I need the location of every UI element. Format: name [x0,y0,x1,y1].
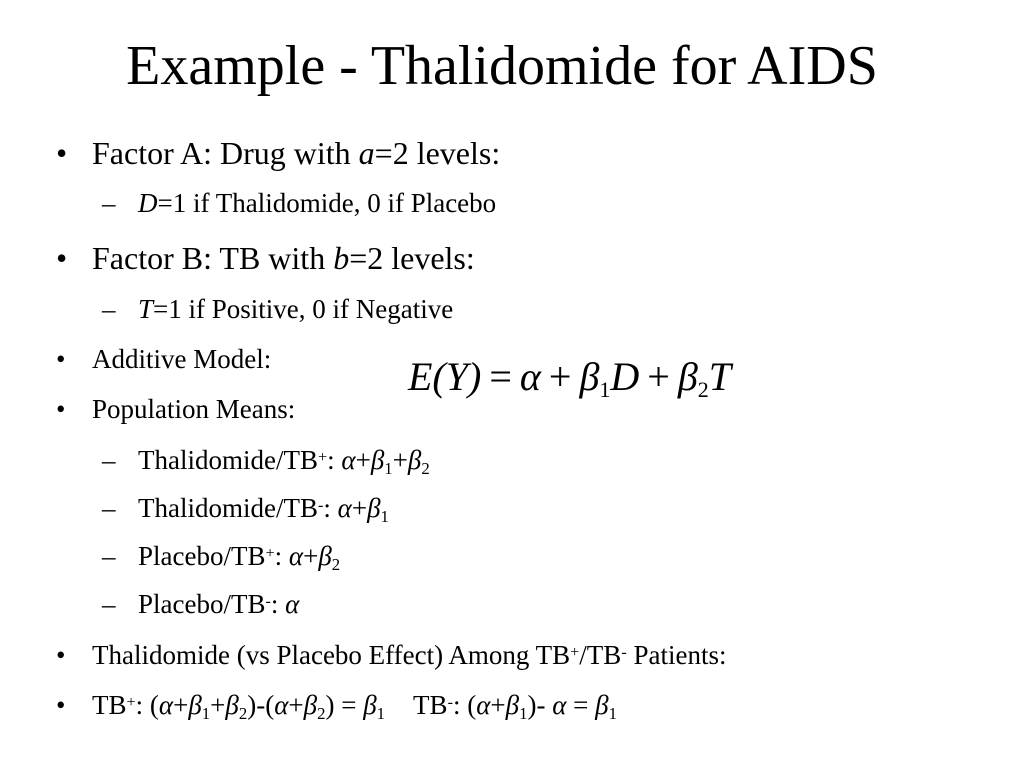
dash: – [102,188,116,218]
beta: β [407,445,422,475]
mean-label: Placebo/TB [138,541,266,571]
eq-sub1: 1 [599,376,611,402]
mean-thal-tb-pos [102,445,430,478]
eq-alpha: α [519,354,541,399]
bullet: • [56,344,66,374]
sub: 1 [608,703,617,723]
paren: ) [325,690,335,720]
alpha: α [158,690,174,720]
bullet: • [56,135,68,171]
mean-plac-tb-neg [102,589,300,619]
mean-thal-tb-neg [102,493,389,526]
effect-suffix: Patients: [626,640,727,670]
paren: ( [467,690,477,720]
factor-a-sub-line [102,188,497,218]
plus: + [303,541,319,571]
eq-beta2: β [677,354,698,399]
colon: : [135,690,144,720]
sub: 1 [201,703,211,723]
factor-a-line [56,135,501,171]
additive-model-line [56,344,272,374]
eq-var-d: D [610,354,640,399]
sub: 1 [384,458,393,478]
alpha: α [285,589,300,619]
colon: : [270,589,279,619]
paren: ) [247,690,257,720]
plus: + [392,445,408,475]
alpha: α [476,690,491,720]
sup: - [317,495,324,514]
minus: - [256,690,266,720]
eq-plus: + [647,354,670,399]
plus: + [210,690,226,720]
factor-b-sub-line [102,294,454,324]
factor-a-prefix: Factor A: Drug with [92,135,359,171]
colon: : [274,541,283,571]
beta: β [188,690,202,720]
beta: β [318,541,332,571]
paren: ( [265,690,275,720]
mean-plac-tb-pos [102,541,341,574]
alpha: α [288,541,304,571]
beta: β [370,445,385,475]
dash: – [102,493,116,523]
sup: + [126,692,136,711]
eq-var-t: T [708,354,731,399]
additive-model-label: Additive Model: [92,344,272,374]
beta: β [505,690,520,720]
factor-b-suffix: =2 levels: [349,240,475,276]
minus: - [536,690,546,720]
factor-a-sub-var: D [138,188,158,218]
population-means-label: Population Means: [92,394,296,424]
factor-b-prefix: Factor B: TB with [92,240,334,276]
factor-b-var: b [333,240,350,276]
tb: TB [92,690,127,720]
beta: β [303,690,318,720]
tb: TB [413,690,448,720]
eq-plus: + [548,354,572,399]
sup: - [265,591,271,610]
sup: + [265,543,275,562]
alpha: α [552,690,567,720]
dash: – [102,589,116,619]
bullet: • [56,394,66,424]
slide-title: Example - Thalidomide for AIDS [126,35,878,97]
mean-label: Thalidomide/TB [138,445,318,475]
plus: + [490,690,506,720]
derivation-line [56,690,617,723]
eq-lhs: E(Y) [408,354,482,399]
sub: 2 [421,458,430,478]
effect-line [56,640,727,670]
colon: : [327,445,335,475]
sub: 1 [380,506,389,526]
sub: 2 [331,554,341,574]
beta: β [595,690,609,720]
alpha: α [341,445,356,475]
effect-prefix: Thalidomide (vs Placebo Effect) Among TB [92,640,571,670]
dash: – [102,445,116,475]
bullet: • [56,240,68,276]
plus: + [288,690,304,720]
paren: ) [527,690,537,720]
alpha: α [337,493,352,523]
eq-sub2: 2 [697,376,709,402]
additive-model-equation [408,354,731,402]
plus: + [351,493,368,523]
mean-label: Thalidomide/TB [138,493,318,523]
factor-b-sub-var: T [138,294,154,324]
colon: : [323,493,331,523]
sub: 2 [317,703,326,723]
colon: : [452,690,461,720]
factor-b-line [56,240,475,276]
bullet: • [56,640,66,670]
factor-a-var: a [358,135,375,171]
eq-beta1: β [579,354,600,399]
factor-b-sub-text: =1 if Positive, 0 if Negative [153,294,454,324]
equals: = [573,690,589,720]
sup: - [447,692,453,711]
mean-label: Placebo/TB [138,589,266,619]
beta: β [225,690,239,720]
dash: – [102,294,116,324]
sup: + [317,447,328,466]
paren: ( [149,690,159,720]
beta: β [363,690,377,720]
factor-a-sub-text: =1 if Thalidomide, 0 if Placebo [157,188,497,218]
plus: + [173,690,189,720]
dash: – [102,541,116,571]
sub: 2 [238,703,248,723]
bullet: • [56,690,66,720]
population-means-line [56,394,296,424]
factor-a-suffix: =2 levels: [374,135,501,171]
eq-equals: = [489,354,512,399]
sub: 1 [376,703,386,723]
plus: + [355,445,371,475]
alpha: α [274,690,289,720]
equals: = [341,690,357,720]
sup: - [621,642,627,661]
effect-mid: /TB [579,640,622,670]
beta: β [367,493,381,523]
sup: + [570,642,580,661]
sub: 1 [519,703,528,723]
